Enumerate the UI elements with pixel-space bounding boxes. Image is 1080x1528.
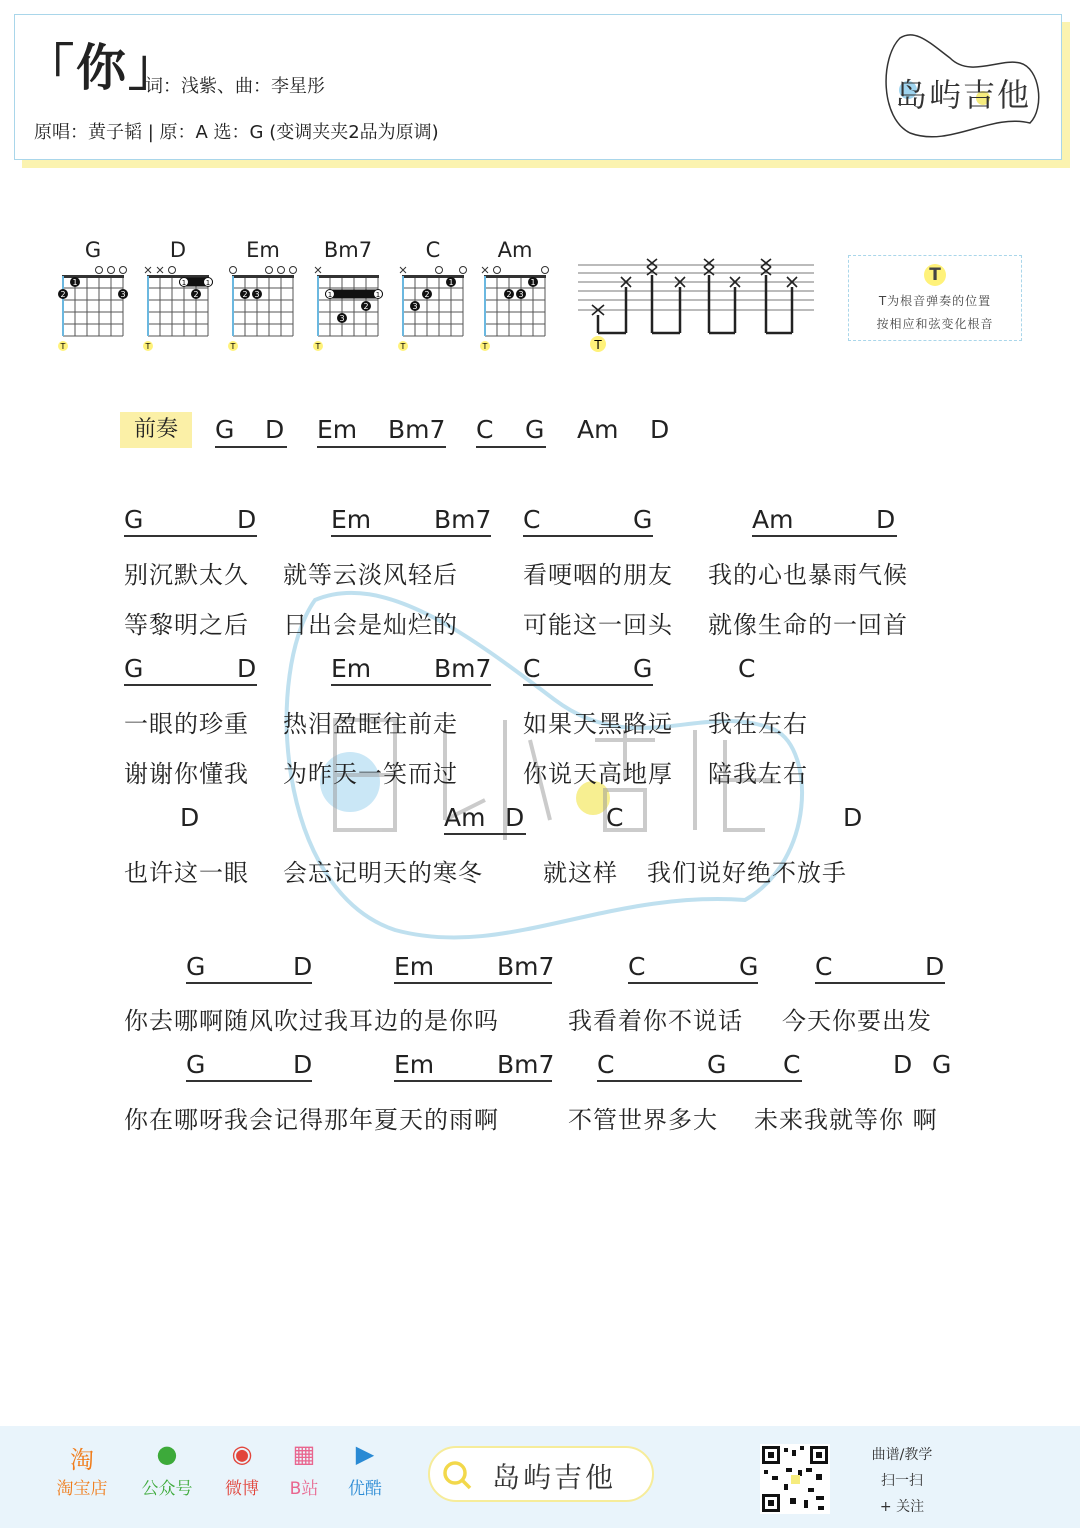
chord-underline bbox=[124, 684, 257, 686]
chord-symbol: G bbox=[633, 654, 653, 683]
song-credits: 词：浅紫、曲：李星彤 bbox=[145, 76, 325, 97]
chord-symbol: C bbox=[597, 1050, 615, 1079]
qr-line-3[interactable]: + 关注 bbox=[879, 1499, 925, 1515]
svg-text:3: 3 bbox=[120, 290, 126, 299]
chord-symbol: C bbox=[783, 1050, 801, 1079]
chord-symbol: Em bbox=[394, 1050, 435, 1079]
root-note-symbol: T bbox=[924, 264, 946, 286]
svg-text:2: 2 bbox=[506, 290, 512, 299]
svg-text:T: T bbox=[60, 342, 66, 351]
svg-text:3: 3 bbox=[412, 302, 418, 311]
search-text: 岛屿吉他 bbox=[492, 1461, 617, 1494]
chord-underline bbox=[752, 535, 897, 537]
lyric-line: 别沉默太久 bbox=[124, 561, 249, 589]
chord-symbol: D bbox=[237, 505, 257, 534]
svg-text:1: 1 bbox=[205, 279, 211, 287]
chord-symbol: C bbox=[523, 505, 541, 534]
svg-text:T: T bbox=[482, 342, 488, 351]
strum-pattern-tab bbox=[578, 255, 818, 355]
chord-symbol: G bbox=[707, 1050, 727, 1079]
chord-symbol: G bbox=[124, 654, 144, 683]
lyric-line: 热泪盈眶往前走 bbox=[283, 710, 458, 738]
chord-symbol: Bm7 bbox=[497, 952, 555, 981]
chord-underline bbox=[394, 982, 552, 984]
chord-symbol: Em bbox=[331, 505, 372, 534]
intro-chord: G bbox=[525, 415, 545, 444]
lyric-line: 就像生命的一回首 bbox=[708, 611, 908, 639]
lyric-line: 你去哪啊随风吹过我耳边的是你吗 bbox=[124, 1007, 499, 1035]
svg-text:T: T bbox=[594, 338, 602, 352]
svg-text:T: T bbox=[400, 342, 406, 351]
chord-symbol: C bbox=[738, 654, 756, 683]
lyric-line: 等黎明之后 bbox=[124, 611, 249, 639]
chord-grid bbox=[395, 262, 475, 378]
taobao-icon[interactable]: 淘 bbox=[70, 1446, 94, 1474]
lyric-line: 一眼的珍重 bbox=[124, 710, 249, 738]
chord-symbol: G bbox=[633, 505, 653, 534]
svg-text:T: T bbox=[230, 342, 236, 351]
wechat-icon[interactable]: ● bbox=[156, 1440, 178, 1468]
chord-symbol: Bm7 bbox=[434, 505, 492, 534]
lyric-line: 你说天高地厚 bbox=[523, 760, 673, 788]
chord-grid bbox=[310, 262, 390, 378]
hint-line-1: T为根音弹奏的位置 bbox=[878, 294, 992, 308]
youku-icon[interactable]: ▶ bbox=[355, 1440, 375, 1468]
chord-symbol: D bbox=[925, 952, 945, 981]
chord-underline bbox=[124, 535, 257, 537]
chord-underline bbox=[597, 1080, 802, 1082]
svg-text:2: 2 bbox=[193, 290, 199, 299]
intro-label: 前奏 bbox=[120, 412, 192, 448]
chord-symbol: Em bbox=[394, 952, 435, 981]
chord-underline bbox=[476, 446, 546, 448]
svg-text:3: 3 bbox=[339, 314, 345, 323]
chord-symbol: D bbox=[843, 803, 863, 832]
chord-symbol: Bm7 bbox=[434, 654, 492, 683]
lyric-line: 你在哪呀我会记得那年夏天的雨啊 bbox=[124, 1106, 499, 1134]
chord-symbol: Em bbox=[331, 654, 372, 683]
footer-link-taobao[interactable]: 淘宝店 bbox=[56, 1479, 108, 1499]
svg-text:T: T bbox=[315, 342, 321, 351]
svg-text:1: 1 bbox=[327, 291, 333, 299]
intro-chord: Em bbox=[317, 415, 358, 444]
chord-name: D bbox=[169, 238, 187, 262]
svg-text:2: 2 bbox=[424, 290, 430, 299]
chord-underline bbox=[815, 982, 945, 984]
lyric-line: 看哽咽的朋友 bbox=[523, 561, 673, 589]
qr-line-2: 扫一扫 bbox=[881, 1473, 923, 1489]
lyric-line: 我们说好绝不放手 bbox=[647, 859, 847, 887]
lyric-line: 我的心也暴雨气候 bbox=[708, 561, 908, 589]
svg-text:2: 2 bbox=[363, 302, 369, 311]
chord-symbol: G bbox=[186, 952, 206, 981]
chord-grid bbox=[477, 262, 557, 378]
lyric-line: 就这样 bbox=[543, 859, 618, 887]
weibo-icon[interactable]: ◉ bbox=[231, 1440, 253, 1468]
lyric-line: 不管世界多大 bbox=[568, 1106, 718, 1134]
chord-symbol: C bbox=[523, 654, 541, 683]
chord-underline bbox=[394, 1080, 552, 1082]
chord-name: Bm7 bbox=[323, 238, 373, 262]
chord-name: C bbox=[425, 238, 441, 262]
chord-symbol: G bbox=[739, 952, 759, 981]
chord-symbol: D bbox=[293, 1050, 313, 1079]
chord-symbol: G bbox=[186, 1050, 206, 1079]
song-key-info: 原唱：黄子韬 | 原：A 选：G (变调夹夹2品为原调) bbox=[34, 122, 439, 143]
chord-symbol: Am bbox=[752, 505, 794, 534]
chord-symbol: D bbox=[180, 803, 200, 832]
svg-text:1: 1 bbox=[375, 291, 381, 299]
qr-line-1: 曲谱/教学 bbox=[871, 1447, 933, 1463]
chord-underline bbox=[317, 446, 446, 448]
chord-underline bbox=[186, 1080, 312, 1082]
svg-text:1: 1 bbox=[530, 278, 536, 287]
chord-underline bbox=[186, 982, 312, 984]
svg-text:2: 2 bbox=[242, 290, 248, 299]
footer-link-weibo[interactable]: 微博 bbox=[225, 1479, 259, 1499]
chord-underline bbox=[331, 684, 491, 686]
footer-link-youku[interactable]: 优酷 bbox=[348, 1479, 382, 1499]
chord-name: Am bbox=[497, 238, 533, 262]
root-note-hint bbox=[848, 255, 1022, 341]
chord-underline bbox=[523, 684, 653, 686]
svg-text:1: 1 bbox=[448, 278, 454, 287]
svg-text:3: 3 bbox=[254, 290, 260, 299]
intro-chord: Bm7 bbox=[388, 415, 446, 444]
search-icon bbox=[442, 1460, 472, 1490]
chord-symbol: G bbox=[124, 505, 144, 534]
svg-text:T: T bbox=[145, 342, 151, 351]
lyric-line: 可能这一回头 bbox=[523, 611, 673, 639]
intro-chord: Am bbox=[577, 415, 619, 444]
chord-symbol: G bbox=[932, 1050, 952, 1079]
hint-line-2: 按相应和弦变化根音 bbox=[876, 317, 994, 331]
chord-underline bbox=[444, 833, 526, 835]
lyric-line: 也许这一眼 bbox=[124, 859, 249, 887]
footer-bar bbox=[0, 1426, 1080, 1528]
chord-symbol: Am bbox=[444, 803, 486, 832]
chord-symbol: D bbox=[505, 803, 525, 832]
chord-symbol: D bbox=[237, 654, 257, 683]
search-box[interactable] bbox=[428, 1446, 654, 1502]
chord-symbol: D bbox=[293, 952, 313, 981]
bilibili-icon[interactable]: ▦ bbox=[292, 1440, 316, 1468]
lyric-line: 我在左右 bbox=[708, 710, 808, 738]
chord-symbol: C bbox=[628, 952, 646, 981]
svg-text:1: 1 bbox=[181, 279, 187, 287]
intro-chord: D bbox=[265, 415, 285, 444]
chord-grid bbox=[225, 262, 305, 378]
lyric-line: 会忘记明天的寒冬 bbox=[283, 859, 483, 887]
song-title: 「你」 bbox=[24, 39, 180, 97]
chord-symbol: C bbox=[606, 803, 624, 832]
chord-name: Em bbox=[246, 238, 280, 262]
chord-symbol: Bm7 bbox=[497, 1050, 555, 1079]
chord-grid bbox=[55, 262, 135, 378]
chord-symbol: D bbox=[876, 505, 896, 534]
chord-underline bbox=[215, 446, 287, 448]
svg-text:1: 1 bbox=[72, 278, 78, 287]
lyric-line: 就等云淡风轻后 bbox=[283, 561, 458, 589]
footer-link-bilibili[interactable]: B站 bbox=[289, 1479, 319, 1499]
chord-symbol: D bbox=[893, 1050, 913, 1079]
intro-chord: C bbox=[476, 415, 494, 444]
lyric-line: 今天你要出发 bbox=[782, 1007, 932, 1035]
lyric-line: 日出会是灿烂的 bbox=[283, 611, 458, 639]
chord-underline bbox=[628, 982, 758, 984]
qr-code-icon[interactable] bbox=[760, 1444, 830, 1514]
chord-grid bbox=[140, 262, 220, 378]
chord-symbol: C bbox=[815, 952, 833, 981]
lyric-line: 为昨天一笑而过 bbox=[283, 760, 458, 788]
chord-underline bbox=[523, 535, 653, 537]
lyric-line: 我看着你不说话 bbox=[568, 1007, 743, 1035]
lyric-line: 谢谢你懂我 bbox=[124, 760, 249, 788]
chord-underline bbox=[331, 535, 491, 537]
lyric-line: 未来我就等你 啊 bbox=[754, 1106, 938, 1134]
svg-text:2: 2 bbox=[60, 290, 66, 299]
intro-chord: D bbox=[650, 415, 670, 444]
svg-text:3: 3 bbox=[518, 290, 524, 299]
lyric-line: 如果天黑路远 bbox=[523, 710, 673, 738]
lyric-line: 陪我左右 bbox=[708, 760, 808, 788]
intro-chord: G bbox=[215, 415, 235, 444]
logo-text: 岛屿吉他 bbox=[895, 76, 1032, 114]
footer-link-wechat[interactable]: 公众号 bbox=[141, 1479, 193, 1499]
chord-name: G bbox=[84, 238, 102, 262]
